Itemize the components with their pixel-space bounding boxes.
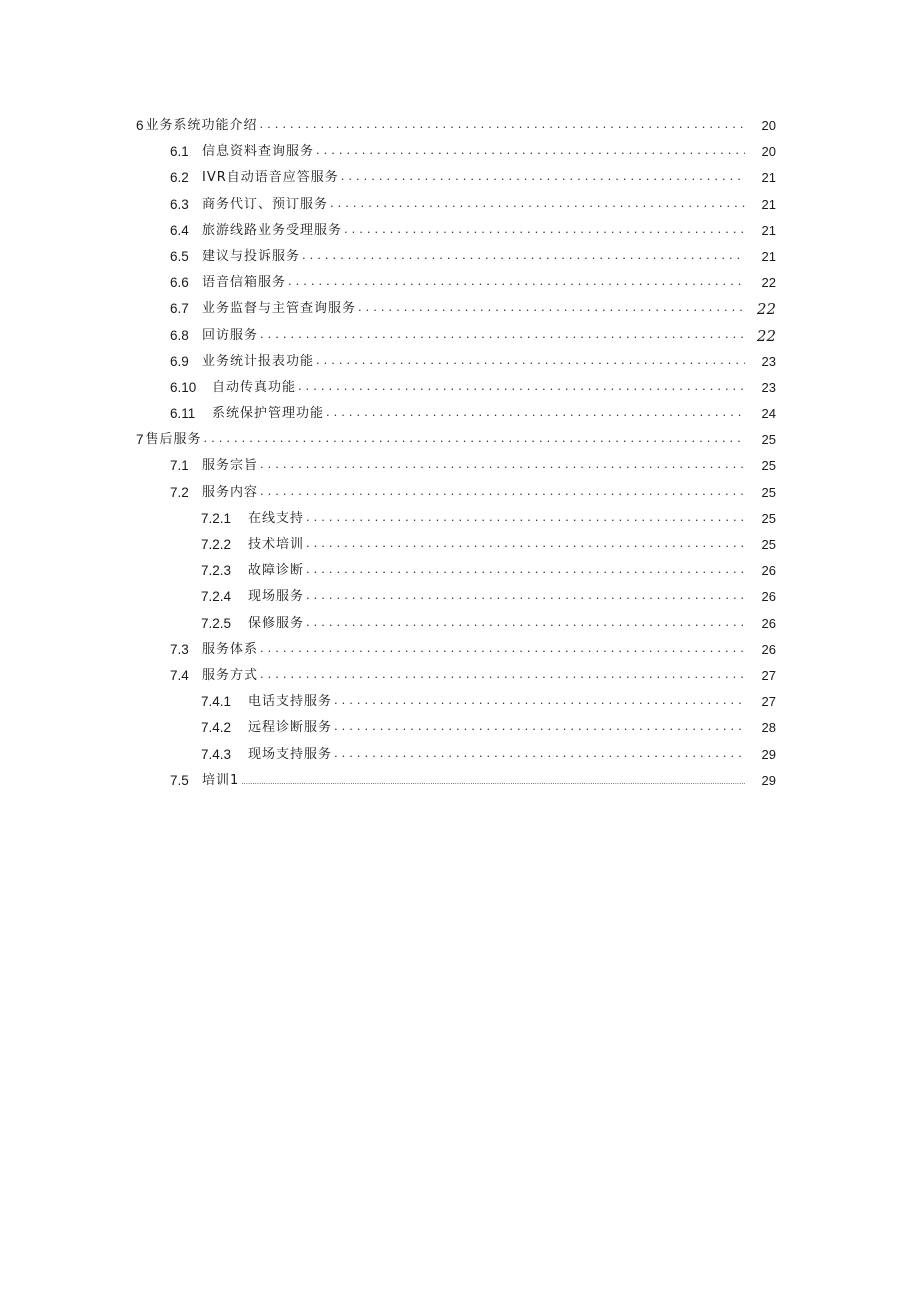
toc-dot-leader — [302, 244, 745, 270]
toc-entry[interactable] — [0, 244, 920, 270]
toc-entry-page-number: 26 — [761, 563, 776, 579]
toc-entry-number: 6.7 — [170, 301, 189, 317]
toc-entry-number: 7.2.2 — [201, 537, 232, 552]
toc-entry-page-number: 29 — [761, 746, 776, 762]
toc-dot-leader — [334, 742, 745, 768]
toc-entry-page-number: 29 — [761, 772, 776, 788]
toc-entry-number: 7.2.1 — [201, 510, 232, 526]
toc-entry-number: 7.2.3 — [201, 563, 232, 579]
toc-entry[interactable] — [0, 742, 920, 768]
toc-entry-title: 信息资料查询服务 — [202, 144, 315, 160]
toc-entry[interactable] — [0, 584, 920, 610]
toc-entry-title: 电话支持服务 — [248, 694, 333, 710]
toc-entry-number: 6 — [136, 118, 144, 133]
toc-entry[interactable] — [0, 768, 920, 794]
toc-dot-leader — [358, 296, 745, 322]
toc-entry-number: 6.9 — [170, 353, 189, 369]
toc-entry[interactable] — [0, 349, 920, 375]
toc-entry-page-number: 23 — [761, 379, 776, 395]
toc-dot-leader — [316, 139, 745, 165]
toc-entry-title: 故障诊断 — [248, 563, 305, 579]
toc-entry-title: 技术培训 — [248, 537, 305, 552]
toc-entry-number: 6.1 — [170, 144, 189, 160]
toc-entry-number: 6.3 — [170, 196, 189, 212]
toc-entry-title: 业务统计报表功能 — [202, 353, 315, 369]
toc-entry-page-number: 27 — [761, 667, 776, 683]
toc-dot-leader — [316, 349, 745, 375]
toc-dot-leader — [326, 401, 745, 427]
toc-entry-title: 回访服务 — [202, 327, 259, 343]
toc-entry-number: 7.4.2 — [201, 720, 232, 736]
toc-entry-number: 6.5 — [170, 248, 189, 264]
toc-entry[interactable] — [0, 296, 920, 322]
toc-entry[interactable] — [0, 139, 920, 165]
toc-entry[interactable] — [0, 165, 920, 191]
toc-entry[interactable] — [0, 427, 920, 453]
toc-entry-title: 自动传真功能 — [212, 379, 297, 395]
toc-entry-title: 服务宗旨 — [202, 458, 259, 474]
toc-entry-number: 6.4 — [170, 222, 189, 238]
toc-dot-leader — [306, 506, 745, 532]
toc-dot-leader — [330, 192, 745, 218]
toc-dot-leader — [260, 323, 745, 349]
toc-dot-leader — [260, 637, 745, 663]
toc-entry[interactable] — [0, 218, 920, 244]
toc-entry-title: 服务体系 — [202, 641, 259, 657]
toc-entry-title: IVR自动语音应答服务 — [202, 170, 339, 186]
toc-entry-page-number: 21 — [761, 170, 776, 186]
toc-entry-title: 建议与投诉服务 — [202, 248, 301, 264]
toc-entry-number: 7 — [136, 432, 144, 448]
toc-entry-number: 7.4.3 — [201, 746, 232, 762]
toc-entry-title: 业务监督与主管查询服务 — [202, 301, 357, 317]
toc-dot-leader — [260, 480, 745, 506]
toc-entry-title: 语音信箱服务 — [202, 275, 287, 291]
toc-entry[interactable] — [0, 480, 920, 506]
toc-entry-title: 售后服务 — [145, 432, 202, 448]
toc-entry-page-number: 22 — [761, 275, 776, 291]
table-of-contents — [0, 113, 920, 794]
toc-entry-page-number: 21 — [761, 196, 776, 212]
toc-entry-page-number: 26 — [761, 641, 776, 657]
toc-entry-number: 6.6 — [170, 275, 189, 291]
toc-entry-page-number: 25 — [761, 432, 776, 448]
toc-entry[interactable] — [0, 637, 920, 663]
toc-entry-title: 旅游线路业务受理服务 — [202, 222, 343, 238]
toc-entry-page-number: 24 — [761, 406, 776, 422]
toc-entry-number: 7.4.1 — [201, 694, 232, 710]
toc-entry[interactable] — [0, 506, 920, 532]
toc-dot-leader — [298, 375, 745, 401]
toc-entry[interactable] — [0, 375, 920, 401]
toc-entry-page-number: 25 — [761, 458, 776, 474]
toc-entry-page-number: 23 — [761, 353, 776, 369]
toc-entry-number: 6.11 — [170, 406, 196, 422]
toc-entry-page-number: 26 — [761, 615, 776, 631]
toc-entry[interactable] — [0, 689, 920, 715]
toc-entry[interactable] — [0, 270, 920, 296]
toc-entry-title: 远程诊断服务 — [248, 720, 333, 736]
toc-entry-title: 现场服务 — [248, 589, 305, 605]
toc-entry[interactable] — [0, 558, 920, 584]
toc-entry[interactable] — [0, 401, 920, 427]
toc-entry-number: 7.2.4 — [201, 589, 232, 605]
toc-entry-page-number: 21 — [761, 248, 776, 264]
toc-entry-number: 6.8 — [170, 327, 189, 343]
toc-entry-number: 7.5 — [170, 772, 189, 788]
toc-entry-title: 业务系统功能介绍 — [145, 118, 258, 133]
toc-entry-number: 7.2 — [170, 484, 189, 500]
toc-entry-number: 7.4 — [170, 667, 189, 683]
toc-entry-title: 培训1 — [202, 772, 240, 788]
toc-entry-title: 商务代订、预订服务 — [202, 196, 329, 212]
toc-entry-page-number: 26 — [761, 589, 776, 605]
toc-entry[interactable] — [0, 611, 920, 637]
toc-entry-title: 在线支持 — [248, 510, 305, 526]
toc-entry-page-number: 20 — [761, 118, 776, 133]
toc-dot-leader — [306, 532, 745, 558]
toc-dot-leader — [241, 768, 745, 794]
toc-dot-leader — [260, 453, 745, 479]
toc-entry[interactable] — [0, 323, 920, 349]
toc-dot-leader — [306, 611, 745, 637]
toc-dot-leader — [306, 584, 745, 610]
toc-entry-page-number: 25 — [761, 510, 776, 526]
toc-dot-leader — [306, 558, 745, 584]
toc-entry-number: 7.1 — [170, 458, 189, 474]
toc-entry[interactable] — [0, 532, 920, 558]
toc-entry-page-number: 27 — [761, 694, 776, 710]
toc-dot-leader — [341, 165, 745, 191]
toc-entry-title: 现场支持服务 — [248, 746, 333, 762]
toc-entry-page-number: 25 — [761, 484, 776, 500]
toc-entry[interactable] — [0, 715, 920, 741]
toc-entry-number: 6.2 — [170, 170, 189, 186]
toc-entry-title: 系统保护管理功能 — [212, 406, 325, 422]
toc-entry[interactable] — [0, 192, 920, 218]
toc-entry-number: 7.3 — [170, 641, 189, 657]
toc-dot-leader — [334, 689, 745, 715]
toc-entry-title: 服务内容 — [202, 484, 259, 500]
toc-entry-page-number: 20 — [761, 144, 776, 160]
toc-entry-page-number: 22 — [756, 326, 776, 345]
toc-dot-leader — [334, 715, 745, 741]
toc-entry-page-number: 22 — [756, 300, 776, 319]
toc-dot-leader — [204, 427, 745, 453]
toc-entry-page-number: 25 — [761, 537, 776, 552]
toc-dot-leader — [344, 218, 745, 244]
toc-entry[interactable] — [0, 663, 920, 689]
toc-entry[interactable] — [0, 453, 920, 479]
toc-entry[interactable] — [0, 113, 920, 139]
toc-entry-title: 保修服务 — [248, 615, 305, 631]
toc-dot-leader — [260, 113, 745, 139]
toc-dot-leader — [260, 663, 745, 689]
toc-dot-leader — [288, 270, 745, 296]
toc-entry-page-number: 28 — [761, 720, 776, 736]
toc-entry-number: 6.10 — [170, 379, 197, 395]
toc-entry-page-number: 21 — [761, 222, 776, 238]
toc-entry-title: 服务方式 — [202, 667, 259, 683]
toc-entry-number: 7.2.5 — [201, 615, 232, 631]
